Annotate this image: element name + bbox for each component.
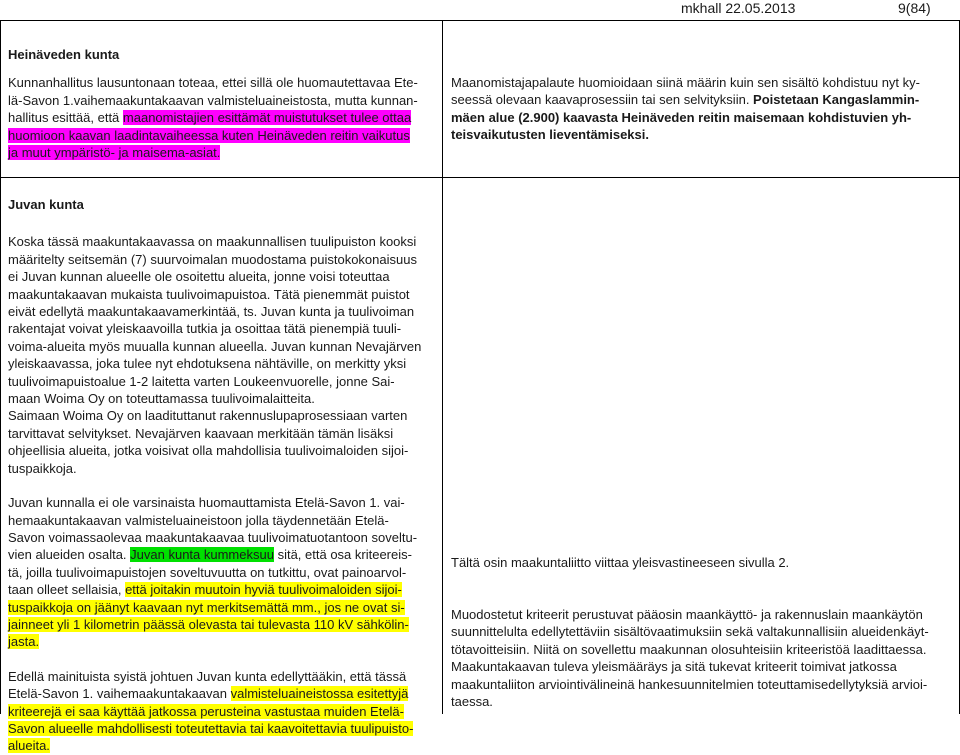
statement-line: ei Juvan kunnan alueelle ole osoitettu alueita, jonne voisi toteuttaa <box>8 269 390 285</box>
highlighted-text: tuspaikkoja on jäänyt kaavaan nyt merkitsemättä mm., jos ne ovat si- <box>8 599 405 615</box>
highlighted-text: maanomistajien esittämät muistutukset tulee ottaa <box>122 110 412 126</box>
response-text: seessä olevaan kaavaprosessiin tai sen selvityksiin. <box>451 92 754 108</box>
response-line: Maanomistajapalaute huomioidaan siinä määrin kuin sen sisältö kohdistuu nyt ky- <box>451 75 920 90</box>
highlighted-text: kriteerejä ei saa käyttää jatkossa perusteina vastustaa muiden Etelä- <box>8 703 404 719</box>
statement-text: Etelä-Savon 1. vaihemaakuntakaavan <box>8 686 231 702</box>
response-line: tötavoitteisiin. Niitä on sovellettu maakunnan olosuhteisiin kriteeristöä laadittaessa. <box>451 641 927 657</box>
statement-line: Savon voimassaolevaa maakuntakaavaa tuulivoimatuotantoon soveltu- <box>8 529 418 545</box>
statement-line: Koska tässä maakuntakaavassa on maakunnallisen tuulipuiston kooksi <box>8 234 417 250</box>
municipality-title: Juvan kunta <box>8 197 84 212</box>
statement-line: yleiskaavassa, joka tulee nyt ehdotuksena nähtäville, on merkitty yksi <box>8 356 407 372</box>
highlighted-text: ja muut ympäristö- ja maisema-asiat. <box>8 145 221 161</box>
response-heinavesi <box>451 74 956 144</box>
statement-heinavesi <box>8 46 438 161</box>
highlighted-text: jasta. <box>8 634 40 650</box>
response-line: Maakuntakaavan tuleva yleismääräys ja sitä tukevat kriteerit toimivat jatkossa <box>451 659 897 675</box>
statement-line: eivät edellytä maakuntakaavamerkintää, ts. Juvan kunta ja tuulivoiman <box>8 304 415 320</box>
statement-line: maan Woima Oy on toteuttamassa tuulivoimalaitteita. <box>8 391 315 407</box>
response-line: Muodostetut kriteerit perustuvat pääosin maankäyttö- ja rakennuslain maankäytön <box>451 607 923 622</box>
response-line: maakuntaliiton arviointivälineinä hankesuunnitelmien toteuttamisedellytyksiä arvioi- <box>451 676 928 692</box>
statement-line: tä, joilla tuulivoimapuistojen soveltuvuutta on tutkittu, ovat painoarvol- <box>8 564 407 580</box>
statement-juva <box>8 196 438 755</box>
municipality-title: Heinäveden kunta <box>8 47 120 62</box>
statement-line: tuspaikkoja. <box>8 460 77 476</box>
column-divider <box>442 20 443 714</box>
document-date: mkhall 22.05.2013 <box>681 0 796 16</box>
statement-line: tuulivoimapuistoalue 1-2 laitetta varten Loukeenvuorelle, jonne Sai- <box>8 373 395 389</box>
statement-text: sitä, että osa kriteereis- <box>273 547 412 563</box>
highlighted-text: Savon alueelle mahdollisesti toteutettavia tai kaavoitettavia tuulipuisto- <box>8 720 414 736</box>
statement-line: Edellä mainituista syistä johtuen Juvan kunta edellyttääkin, että tässä <box>8 668 407 684</box>
statement-line: ohjeellisia alueita, jotka voisivat olla mahdollisia tuulivoimaloiden sijoi- <box>8 443 409 459</box>
response-bold-text: Poistetaan Kangaslammin- <box>753 92 920 108</box>
highlighted-text: Juvan kunta kummeksuu <box>130 547 274 563</box>
page-number: 9(84) <box>898 0 931 16</box>
response-juva-2 <box>451 606 956 710</box>
statement-line: Kunnanhallitus lausuntonaan toteaa, ettei sillä ole huomautettavaa Ete- <box>8 75 418 91</box>
header-rule <box>0 20 960 21</box>
response-bold-line: mäen alue (2.900) kaavasta Heinäveden reitin maisemaan kohdistuvien yh- <box>451 109 912 125</box>
statement-line: voima-alueita myös muualla kunnan alueella. Juvan kunnan Nevajärven <box>8 338 422 354</box>
table-border-left <box>0 20 1 714</box>
highlighted-text: jainneet yli 1 kilometrin päässä olevasta tai tulevasta 110 kV sähkölin- <box>8 616 409 632</box>
statement-line: maakuntakaavan mukaista tuulivoimapuistoa. Tätä pienemmät puistot <box>8 286 410 302</box>
response-line: taessa. <box>451 694 493 710</box>
statement-line: Saimaan Woima Oy on laadituttanut rakennuslupaprosessiaan varten <box>8 408 408 424</box>
statement-line: Juvan kunnalla ei ole varsinaista huomauttamista Etelä-Savon 1. vai- <box>8 495 405 511</box>
statement-line: lä-Savon 1.vaihemaakuntakaavan valmisteluaineistosta, mutta kunnan- <box>8 92 418 108</box>
row-divider <box>0 177 960 178</box>
statement-text: vien alueiden osalta. <box>8 547 131 563</box>
response-bold-line: teisvaikutusten lieventämiseksi. <box>451 127 649 143</box>
highlighted-text: alueita. <box>8 738 50 754</box>
response-line: Tältä osin maakuntaliitto viittaa yleisvastineeseen sivulla 2. <box>451 555 790 570</box>
statement-line: tarvittavat selvitykset. Nevajärven kaavaan merkitään tämän lisäksi <box>8 425 394 441</box>
statement-line: hemaakuntakaavan valmisteluaineistoon jolla täydennetään Etelä- <box>8 512 389 528</box>
statement-text: taan olleet sellaisia, <box>8 582 126 598</box>
statement-line: rakentajat voivat yleiskaavoilla tutkia ja osoittaa tätä pienempiä tuuli- <box>8 321 402 337</box>
response-line: suunnittelulta edellytettäviin sisältövaatimuksiin sekä valtakunnallisiin alueidenkäyt- <box>451 624 929 640</box>
response-juva-1 <box>451 554 956 571</box>
statement-text: hallitus esittää, että <box>8 110 123 126</box>
highlighted-text: että joitakin muutoin hyviä tuulivoimaloiden sijoi- <box>125 582 402 598</box>
highlighted-text: huomioon kaavan laadintavaiheessa kuten Heinäveden reitin vaikutus <box>8 127 410 143</box>
statement-line: määritelty seitsemän (7) suurvoimalan muodostama puistokokonaisuus <box>8 251 417 267</box>
highlighted-text: valmisteluaineistossa esitettyjä <box>230 686 409 702</box>
